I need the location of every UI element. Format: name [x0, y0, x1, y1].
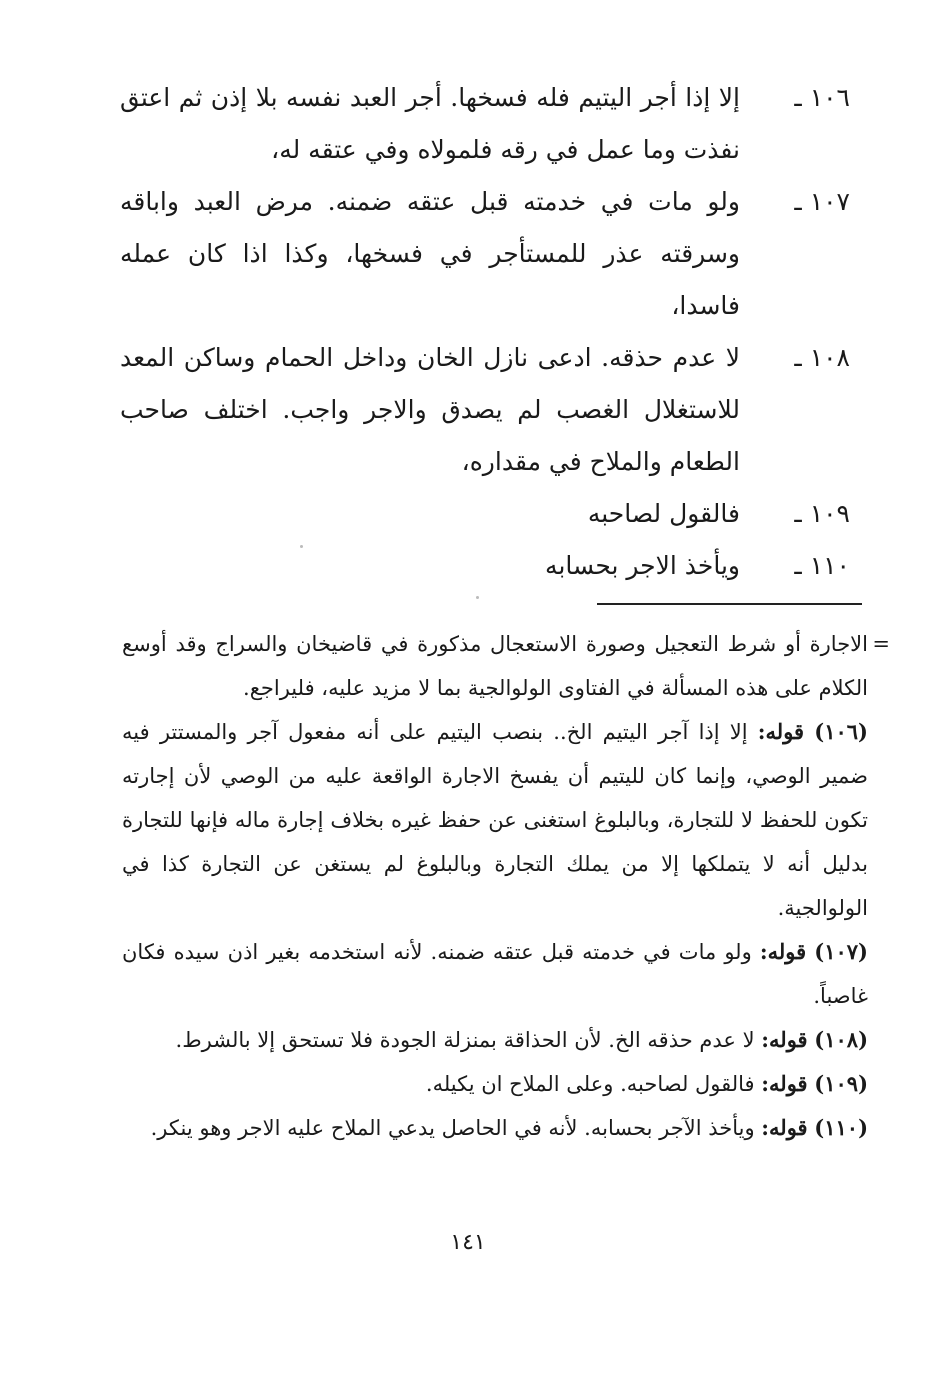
entry-number: ١٠٨ ـ: [794, 343, 850, 372]
entry-text: ولو مات في خدمته قبل عتقه ضمنه. مرض العبد واباقه وسرقته عذر للمستأجر في فسخها، وكذا اذا كان عمله فاسدا،: [120, 187, 740, 320]
entry-text: ويأخذ الاجر بحسابه: [545, 551, 740, 580]
footnote-text: ولو مات في خدمته قبل عتقه ضمنه. لأنه استخدمه بغير اذن سيده فكان غاصباً.: [122, 940, 868, 1008]
footnote-keyword: قوله:: [761, 1071, 808, 1096]
entry-107: [120, 176, 850, 332]
footnote-text: لا عدم حذقه الخ. لأن الحذاقة بمنزلة الجودة فلا تستحق إلا بالشرط.: [175, 1028, 755, 1052]
continuation-mark: =: [872, 632, 890, 656]
entry-108: [120, 332, 850, 488]
entry-number: ١٠٩ ـ: [794, 499, 850, 528]
footnote-number: (١٠٩): [814, 1071, 868, 1096]
footnote-110: [122, 1106, 868, 1150]
footnote-number: (١٠٦): [814, 719, 868, 744]
footnote-keyword: قوله:: [759, 939, 807, 964]
footnote-108: [122, 1018, 868, 1062]
footnotes-block: [122, 622, 890, 1150]
footnote-keyword: قوله:: [761, 1115, 808, 1140]
footnote-keyword: قوله:: [761, 1027, 808, 1052]
page-number: ١٤١: [450, 1230, 486, 1255]
footnote-text: إلا إذا آجر اليتيم الخ.. بنصب اليتيم على أنه مفعول آجر والمستتر فيه ضمير الوصي، وإنما كان لليتيم أن يفسخ الاجارة الواقعة عليه من الوصي لأن إجارته تكون للحفظ لا للتجارة، وبالبلوغ استغنى عن حفظ غيره بخلاف إجارة ماله فإنها للتجارة بدليل أنه لا يتملكها إلا من يملك التجارة وبالبلوغ لم يستغن عن التجارة كذا في الولوالجية.: [122, 720, 868, 920]
footnote-text: فالقول لصاحبه. وعلى الملاح ان يكيله.: [425, 1072, 755, 1096]
footnote-number: (١١٠): [814, 1115, 868, 1140]
footnote-109: [122, 1062, 868, 1106]
entry-text: إلا إذا أجر اليتيم فله فسخها. أجر العبد نفسه بلا إذن ثم اعتق نفذت وما عمل في رقه فلمولاه وفي عتقه له،: [120, 83, 740, 164]
entry-number: ١٠٧ ـ: [794, 187, 850, 216]
entry-109: [120, 488, 850, 540]
footnote-continuation: [122, 622, 890, 710]
footnote-number: (١٠٨): [814, 1027, 868, 1052]
main-text-block: [120, 72, 850, 592]
footnote-divider: [597, 603, 862, 605]
print-speck: [476, 596, 479, 599]
footnote-106: [122, 710, 868, 930]
print-speck: [300, 545, 303, 548]
continuation-text: الاجارة أو شرط التعجيل وصورة الاستعجال مذكورة في قاضيخان والسراج وقد أوسع الكلام على هذه المسألة في الفتاوى الولوالجية بما لا مزيد عليه، فليراجع.: [122, 632, 868, 700]
entry-106: [120, 72, 850, 176]
footnote-text: ويأخذ الآجر بحسابه. لأنه في الحاصل يدعي الملاح عليه الاجر وهو ينكر.: [150, 1116, 755, 1140]
entry-number: ١٠٦ ـ: [794, 83, 850, 112]
entry-text: لا عدم حذقه. ادعى نازل الخان وداخل الحمام وساكن المعد للاستغلال الغصب لم يصدق والاجر واجب. اختلف صاحب الطعام والملاح في مقداره،: [120, 343, 740, 476]
footnote-keyword: قوله:: [757, 719, 805, 744]
footnote-number: (١٠٧): [814, 939, 868, 964]
entry-text: فالقول لصاحبه: [587, 499, 740, 528]
footnote-107: [122, 930, 868, 1018]
entry-number: ١١٠ ـ: [794, 551, 850, 580]
entry-110: [120, 540, 850, 592]
